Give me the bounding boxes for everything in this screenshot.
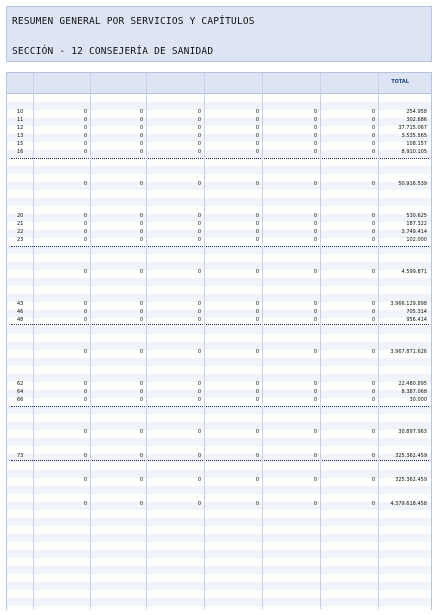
row-total: 3.535.565	[401, 133, 427, 139]
table-row	[7, 428, 431, 436]
cell-value: 0	[313, 149, 317, 155]
cell-value: 0	[139, 221, 143, 227]
row-total: 325.362.459	[395, 453, 427, 459]
cell-value: 0	[83, 389, 87, 395]
cell-value: 0	[197, 237, 201, 243]
cell-value: 0	[313, 117, 317, 123]
column-divider	[320, 73, 321, 609]
row-total: 37.715.067	[398, 125, 427, 131]
subtotal-separator	[11, 406, 429, 407]
cell-value: 0	[139, 453, 143, 459]
cell-value: 0	[371, 397, 375, 403]
cell-value: 0	[255, 213, 259, 219]
row-code: 21	[17, 221, 24, 227]
cell-value: 0	[83, 117, 87, 123]
row-code: 13	[17, 133, 24, 139]
table-row	[7, 148, 431, 156]
cell-value: 0	[313, 213, 317, 219]
cell-value: 0	[139, 109, 143, 115]
cell-value: 0	[197, 317, 201, 323]
cell-value: 0	[83, 221, 87, 227]
cell-value: 0	[83, 237, 87, 243]
row-stripe	[7, 590, 431, 598]
cell-value: 0	[139, 117, 143, 123]
cell-value: 0	[83, 133, 87, 139]
cell-value: 0	[255, 381, 259, 387]
cell-value: 0	[83, 213, 87, 219]
table-row	[7, 348, 431, 356]
row-code: 20	[17, 213, 24, 219]
cell-value: 0	[255, 149, 259, 155]
cell-value: 0	[139, 229, 143, 235]
row-total: 30.000	[409, 397, 427, 403]
row-stripe	[7, 582, 431, 590]
cell-value: 0	[83, 349, 87, 355]
cell-value: 0	[371, 133, 375, 139]
row-stripe	[7, 166, 431, 174]
table-row	[7, 220, 431, 228]
row-code: 11	[17, 117, 24, 123]
table-body	[7, 94, 431, 609]
cell-value: 0	[197, 149, 201, 155]
cell-value: 0	[255, 501, 259, 507]
cell-value: 0	[197, 501, 201, 507]
row-stripe	[7, 414, 431, 422]
cell-value: 0	[197, 141, 201, 147]
cell-value: 0	[313, 237, 317, 243]
cell-value: 0	[371, 213, 375, 219]
cell-value: 0	[371, 453, 375, 459]
table-row	[7, 108, 431, 116]
table-row	[7, 212, 431, 220]
section-title: SECCIÓN - 12 CONSEJERÍA DE SANIDAD	[12, 46, 214, 57]
total-column-header: TOTAL	[391, 79, 409, 85]
cell-value: 0	[313, 381, 317, 387]
cell-value: 0	[371, 309, 375, 315]
table-row	[7, 452, 431, 460]
row-stripe	[7, 534, 431, 542]
row-total: 3.749.414	[401, 229, 427, 235]
row-stripe	[7, 558, 431, 566]
cell-value: 0	[83, 309, 87, 315]
report-title: RESUMEN GENERAL POR SERVICIOS Y CAPÍTULOS	[12, 16, 255, 27]
cell-value: 0	[255, 429, 259, 435]
cell-value: 0	[197, 117, 201, 123]
cell-value: 0	[255, 389, 259, 395]
column-divider	[378, 73, 379, 609]
cell-value: 0	[197, 221, 201, 227]
cell-value: 0	[139, 181, 143, 187]
cell-value: 0	[83, 229, 87, 235]
cell-value: 0	[139, 269, 143, 275]
cell-value: 0	[371, 501, 375, 507]
subtotal-separator	[11, 324, 429, 325]
row-total: 50.916.539	[398, 181, 427, 187]
row-code: 66	[17, 397, 24, 403]
row-stripe	[7, 190, 431, 198]
table-row	[7, 236, 431, 244]
table-row	[7, 140, 431, 148]
cell-value: 0	[197, 125, 201, 131]
table-row	[7, 500, 431, 508]
row-stripe	[7, 462, 431, 470]
cell-value: 0	[371, 229, 375, 235]
cell-value: 0	[255, 237, 259, 243]
cell-value: 0	[197, 181, 201, 187]
cell-value: 0	[197, 397, 201, 403]
cell-value: 0	[255, 229, 259, 235]
cell-value: 0	[371, 181, 375, 187]
cell-value: 0	[255, 317, 259, 323]
row-total: 530.625	[406, 213, 427, 219]
row-code: 23	[17, 237, 24, 243]
row-stripe	[7, 286, 431, 294]
cell-value: 0	[197, 429, 201, 435]
cell-value: 0	[197, 229, 201, 235]
table-row	[7, 388, 431, 396]
table-row	[7, 124, 431, 132]
column-divider	[204, 73, 205, 609]
cell-value: 0	[83, 301, 87, 307]
table-row	[7, 476, 431, 484]
cell-value: 0	[83, 381, 87, 387]
cell-value: 0	[313, 477, 317, 483]
column-divider	[146, 73, 147, 609]
cell-value: 0	[255, 125, 259, 131]
cell-value: 0	[139, 301, 143, 307]
row-total: 8.910.105	[401, 149, 427, 155]
cell-value: 0	[139, 349, 143, 355]
cell-value: 0	[255, 109, 259, 115]
cell-value: 0	[83, 397, 87, 403]
cell-value: 0	[313, 453, 317, 459]
row-stripe	[7, 366, 431, 374]
cell-value: 0	[197, 133, 201, 139]
row-stripe	[7, 510, 431, 518]
cell-value: 0	[371, 237, 375, 243]
cell-value: 0	[197, 301, 201, 307]
cell-value: 0	[371, 389, 375, 395]
cell-value: 0	[371, 125, 375, 131]
cell-value: 0	[197, 269, 201, 275]
row-code: 62	[17, 381, 24, 387]
cell-value: 0	[197, 349, 201, 355]
row-total: 187.322	[406, 221, 427, 227]
row-stripe	[7, 518, 431, 526]
row-stripe	[7, 326, 431, 334]
cell-value: 0	[255, 397, 259, 403]
row-stripe	[7, 406, 431, 414]
cell-value: 0	[83, 141, 87, 147]
cell-value: 0	[139, 429, 143, 435]
cell-value: 0	[371, 117, 375, 123]
cell-value: 0	[371, 349, 375, 355]
cell-value: 0	[313, 221, 317, 227]
cell-value: 0	[313, 109, 317, 115]
row-stripe	[7, 550, 431, 558]
row-stripe	[7, 278, 431, 286]
subtotal-separator	[11, 460, 429, 461]
cell-value: 0	[255, 181, 259, 187]
cell-value: 0	[83, 453, 87, 459]
cell-value: 0	[83, 477, 87, 483]
cell-value: 0	[83, 269, 87, 275]
row-total: 4.379.618.458	[390, 501, 427, 507]
row-stripe	[7, 198, 431, 206]
cell-value: 0	[197, 309, 201, 315]
table-row	[7, 180, 431, 188]
row-stripe	[7, 358, 431, 366]
row-stripe	[7, 94, 431, 102]
cell-value: 0	[371, 221, 375, 227]
row-code: 48	[17, 317, 24, 323]
row-stripe	[7, 438, 431, 446]
cell-value: 0	[139, 237, 143, 243]
table-row	[7, 132, 431, 140]
cell-value: 0	[313, 269, 317, 275]
cell-value: 0	[313, 309, 317, 315]
cell-value: 0	[255, 141, 259, 147]
row-total: 108.157	[406, 141, 427, 147]
subtotal-separator	[11, 158, 429, 159]
cell-value: 0	[139, 149, 143, 155]
row-stripe	[7, 598, 431, 606]
cell-value: 0	[139, 309, 143, 315]
row-stripe	[7, 566, 431, 574]
cell-value: 0	[313, 349, 317, 355]
row-stripe	[7, 246, 431, 254]
cell-value: 0	[83, 501, 87, 507]
cell-value: 0	[197, 213, 201, 219]
row-code: 16	[17, 149, 24, 155]
row-code: 73	[17, 453, 24, 459]
row-stripe	[7, 334, 431, 342]
row-stripe	[7, 542, 431, 550]
table-row	[7, 268, 431, 276]
cell-value: 0	[313, 181, 317, 187]
row-total: 956.414	[406, 317, 427, 323]
cell-value: 0	[371, 429, 375, 435]
cell-value: 0	[371, 109, 375, 115]
subtotal-separator	[11, 246, 429, 247]
row-total: 302.686	[406, 117, 427, 123]
row-code: 64	[17, 389, 24, 395]
column-divider	[262, 73, 263, 609]
cell-value: 0	[255, 117, 259, 123]
cell-value: 0	[371, 141, 375, 147]
row-stripe	[7, 158, 431, 166]
cell-value: 0	[83, 109, 87, 115]
cell-value: 0	[139, 317, 143, 323]
cell-value: 0	[255, 477, 259, 483]
row-code: 10	[17, 109, 24, 115]
cell-value: 0	[139, 389, 143, 395]
cell-value: 0	[197, 381, 201, 387]
cell-value: 0	[197, 477, 201, 483]
cell-value: 0	[255, 269, 259, 275]
cell-value: 0	[83, 181, 87, 187]
cell-value: 0	[313, 133, 317, 139]
row-total: 3.967.871.626	[390, 349, 427, 355]
cell-value: 0	[139, 381, 143, 387]
cell-value: 0	[255, 133, 259, 139]
cell-value: 0	[371, 269, 375, 275]
row-stripe	[7, 486, 431, 494]
cell-value: 0	[371, 317, 375, 323]
summary-table	[6, 72, 432, 610]
cell-value: 0	[83, 149, 87, 155]
row-total: 30.897.963	[398, 429, 427, 435]
row-code: 12	[17, 125, 24, 131]
cell-value: 0	[313, 397, 317, 403]
cell-value: 0	[255, 221, 259, 227]
cell-value: 0	[313, 229, 317, 235]
cell-value: 0	[313, 141, 317, 147]
column-divider	[90, 73, 91, 609]
cell-value: 0	[255, 309, 259, 315]
cell-value: 0	[313, 501, 317, 507]
row-code: 43	[17, 301, 24, 307]
table-row	[7, 228, 431, 236]
row-code: 46	[17, 309, 24, 315]
cell-value: 0	[139, 133, 143, 139]
table-header	[7, 73, 431, 94]
row-code: 15	[17, 141, 24, 147]
row-total: 254.958	[406, 109, 427, 115]
table-row	[7, 396, 431, 404]
cell-value: 0	[255, 453, 259, 459]
cell-value: 0	[83, 429, 87, 435]
row-stripe	[7, 606, 431, 614]
row-total: 8.387.068	[401, 389, 427, 395]
row-stripe	[7, 574, 431, 582]
cell-value: 0	[139, 141, 143, 147]
cell-value: 0	[139, 125, 143, 131]
report-header	[6, 6, 432, 62]
row-total: 705.314	[406, 309, 427, 315]
cell-value: 0	[83, 125, 87, 131]
row-code: 22	[17, 229, 24, 235]
row-total: 3.966.129.898	[390, 301, 427, 307]
column-divider	[33, 73, 34, 609]
cell-value: 0	[83, 317, 87, 323]
cell-value: 0	[139, 477, 143, 483]
cell-value: 0	[313, 389, 317, 395]
table-row	[7, 308, 431, 316]
cell-value: 0	[197, 109, 201, 115]
cell-value: 0	[197, 453, 201, 459]
cell-value: 0	[371, 149, 375, 155]
table-row	[7, 316, 431, 324]
table-row	[7, 116, 431, 124]
cell-value: 0	[313, 317, 317, 323]
table-row	[7, 300, 431, 308]
cell-value: 0	[371, 477, 375, 483]
cell-value: 0	[371, 381, 375, 387]
row-total: 22.480.895	[398, 381, 427, 387]
cell-value: 0	[197, 389, 201, 395]
cell-value: 0	[313, 125, 317, 131]
cell-value: 0	[139, 501, 143, 507]
row-total: 325.362.459	[395, 477, 427, 483]
cell-value: 0	[255, 349, 259, 355]
row-stripe	[7, 254, 431, 262]
cell-value: 0	[371, 301, 375, 307]
cell-value: 0	[313, 301, 317, 307]
cell-value: 0	[139, 397, 143, 403]
cell-value: 0	[139, 213, 143, 219]
row-total: 4.599.871	[401, 269, 427, 275]
row-total: 102.000	[406, 237, 427, 243]
cell-value: 0	[255, 301, 259, 307]
row-stripe	[7, 526, 431, 534]
table-row	[7, 380, 431, 388]
cell-value: 0	[313, 429, 317, 435]
